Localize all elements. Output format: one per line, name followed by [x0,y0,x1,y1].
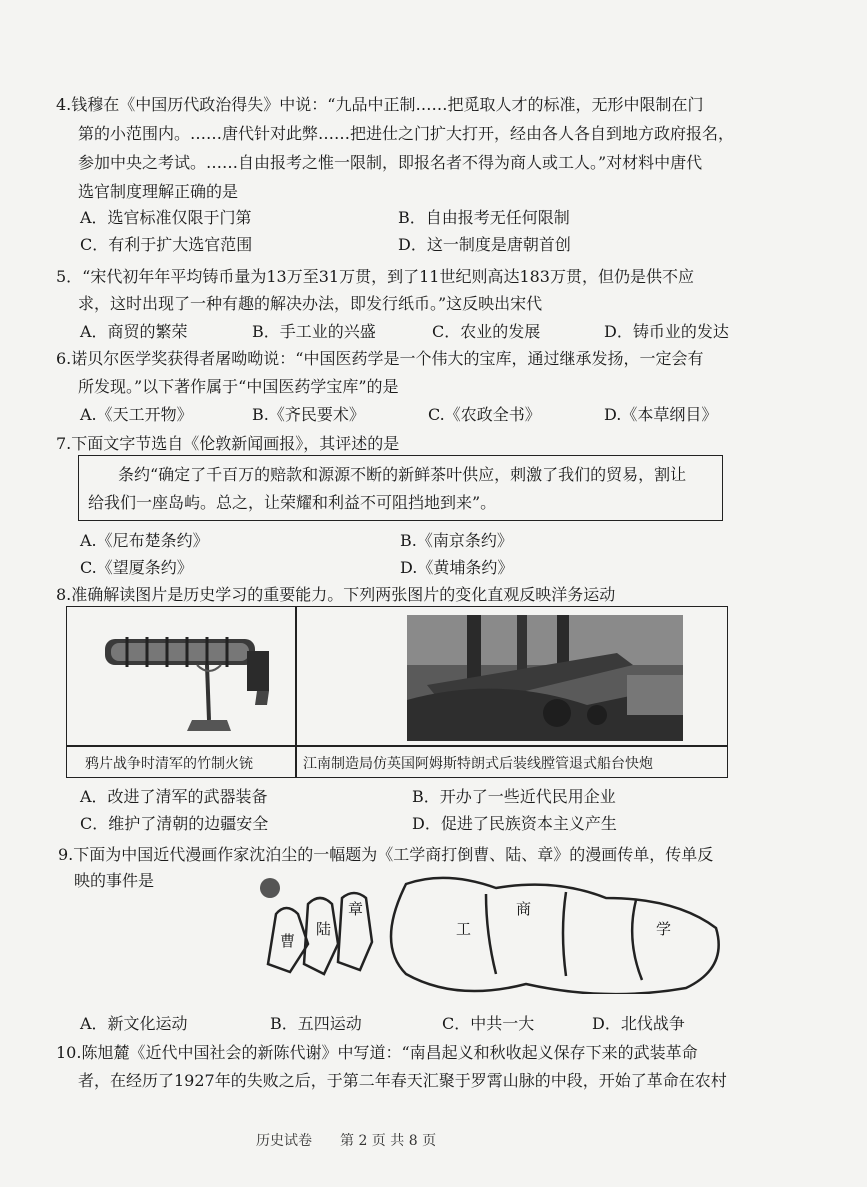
q6-line-1: 6.诺贝尔医学奖获得者屠呦呦说：“中国医药学是一个伟大的宝库，通过继承发扬，一定会有 [56,349,704,368]
q9-cartoon-mark: 商 [516,900,532,918]
q8-line-1: 8.准确解读图片是历史学习的重要能力。下列两张图片的变化直观反映洋务运动 [56,585,616,604]
q5-option-a: A．商贸的繁荣 [80,322,188,341]
q6-option-a: A.《天工开物》 [80,405,193,424]
q4-option-d: D．这一制度是唐朝首创 [398,235,571,254]
q5-option-c: C．农业的发展 [432,322,541,341]
q9-cartoon-mark: 曹 [280,932,296,950]
q5-option-d: D．铸币业的发达 [604,322,729,341]
q5-option-b: B．手工业的兴盛 [252,322,376,341]
q9-cartoon-mark: 学 [656,920,672,938]
q9-option-c: C．中共一大 [442,1014,535,1033]
q8-image-table [66,606,728,778]
q10-line-2: 者，在经历了1927年的失败之后，于第二年春天汇聚于罗霄山脉的中段，开始了革命在农村 [78,1071,727,1090]
q8-caption-right: 江南制造局仿英国阿姆斯特朗式后装线膛管退式船台快炮 [303,756,653,772]
q7-line-1: 7.下面文字节选自《伦敦新闻画报》，其评述的是 [56,434,400,453]
q9-line-1: 9.下面为中国近代漫画作家沈泊尘的一幅题为《工学商打倒曹、陆、章》的漫画传单，传单反 [58,845,714,864]
q9-option-d: D．北伐战争 [592,1014,685,1033]
q9-cartoon-mark: 章 [348,900,364,918]
q10-line-1: 10.陈旭麓《近代中国社会的新陈代谢》中写道：“南昌起义和秋收起义保存下来的武装革命 [56,1043,698,1062]
table-divider-horizontal [67,745,727,747]
q7-option-c: C.《望厦条约》 [80,558,193,577]
q9-cartoon-mark: 工 [456,920,472,938]
q9-cartoon-mark: 陆 [316,920,332,938]
q8-option-c: C．维护了清朝的边疆安全 [80,814,269,833]
q6-line-2: 所发现。”以下著作属于“中国医药学宝库”的是 [78,377,399,396]
q7-quote-line-1: 条约“确定了千百万的赔款和源源不断的新鲜茶叶供应，刺激了我们的贸易，割让 [118,465,687,484]
q7-option-d: D.《黄埔条约》 [400,558,514,577]
footer-page-number: 第 2 页 共 8 页 [340,1133,437,1149]
cannon-photo-illustration [407,615,683,741]
footer-subject: 历史试卷 [256,1133,312,1149]
q5-line-2: 求，这时出现了一种有趣的解决办法，即发行纸币。”这反映出宋代 [78,294,543,313]
q7-option-a: A.《尼布楚条约》 [80,531,209,550]
q6-option-b: B.《齐民要术》 [252,405,365,424]
bamboo-gun-illustration [97,625,277,740]
q5-line-1: 5．“宋代初年年平均铸币量为13万至31万贯，到了11世纪则高达183万贯，但仍是供不应 [56,267,694,286]
q6-option-d: D.《本草纲目》 [604,405,718,424]
q9-cartoon [256,874,726,994]
q4-line-2: 第的小范围内。……唐代针对此弊……把进仕之门扩大打开，经由各人各自到地方政府报名， [78,124,735,143]
q8-option-d: D．促进了民族资本主义产生 [412,814,617,833]
q7-quote-line-2: 给我们一座岛屿。总之，让荣耀和利益不可阻挡地到来”。 [88,493,497,512]
q6-option-c: C.《农政全书》 [428,405,541,424]
q4-option-a: A．选官标准仅限于门第 [80,208,252,227]
q7-option-b: B.《南京条约》 [400,531,513,550]
q4-line-1: 4.钱穆在《中国历代政治得失》中说：“九品中正制……把觅取人才的标准，无形中限制在门 [56,95,704,114]
q9-option-b: B．五四运动 [270,1014,362,1033]
q4-line-3: 参加中央之考试。……自由报考之惟一限制，即报名者不得为商人或工人。”对材料中唐代 [78,153,703,172]
q8-caption-left: 鸦片战争时清军的竹制火铳 [85,756,253,772]
q4-line-4: 选官制度理解正确的是 [78,182,239,201]
q8-option-a: A．改进了清军的武器装备 [80,787,268,806]
q9-option-a: A．新文化运动 [80,1014,188,1033]
q4-option-b: B．自由报考无任何限制 [398,208,570,227]
table-divider-vertical [295,607,297,777]
q4-option-c: C．有利于扩大选官范围 [80,235,253,254]
q9-line-2: 映的事件是 [74,871,155,890]
q8-option-b: B．开办了一些近代民用企业 [412,787,616,806]
